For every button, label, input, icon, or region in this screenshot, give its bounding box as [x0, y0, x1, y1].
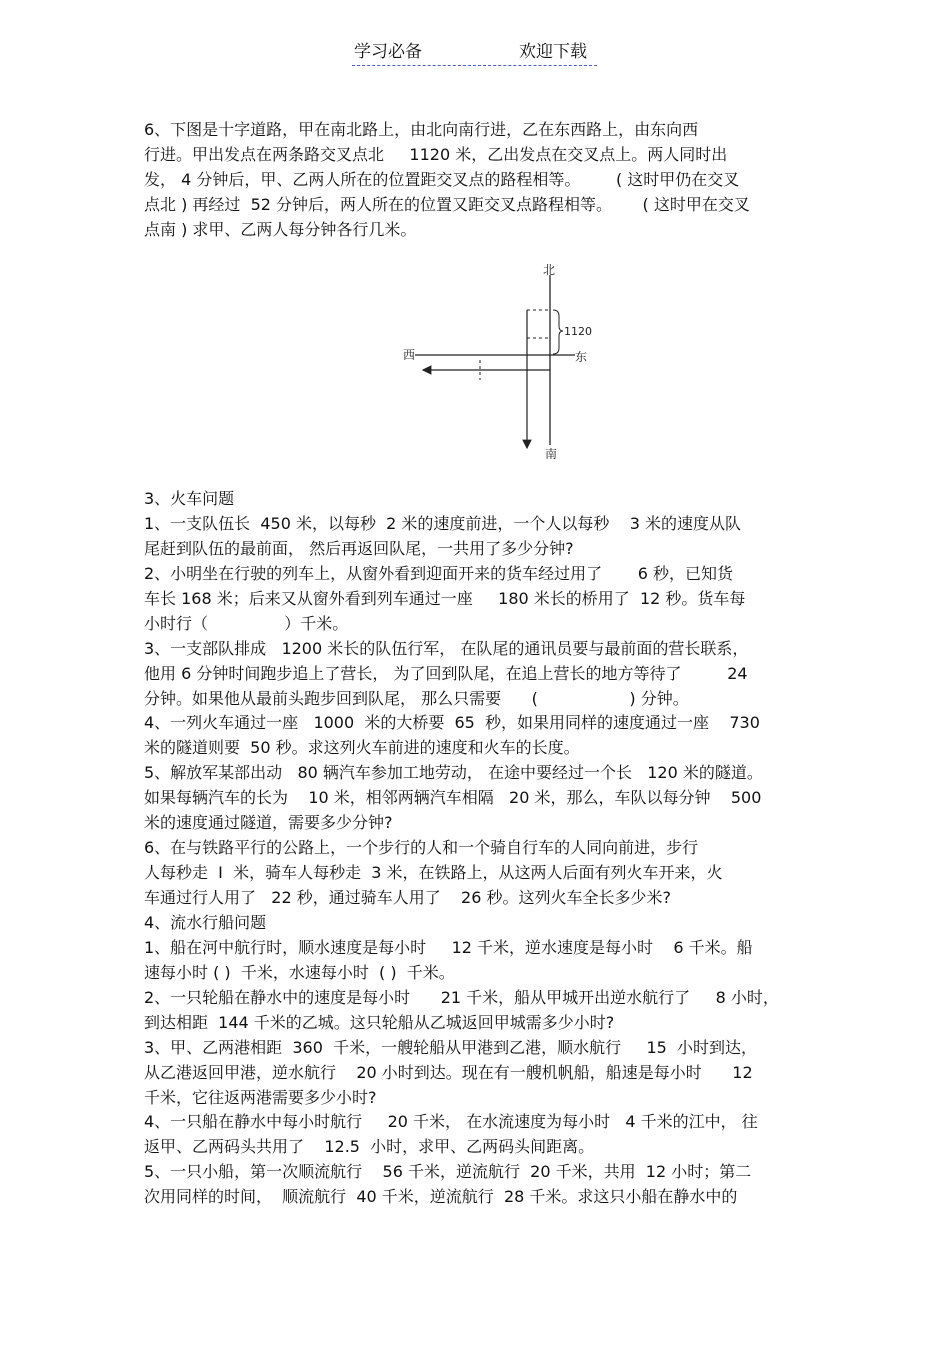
crossroad-diagram [395, 260, 605, 465]
text-line: 米的速度通过隧道，需要多少分钟? [144, 813, 393, 833]
west-label: 西 [403, 348, 416, 362]
text-line: 2、一只轮船在静水中的速度是每小时 21 千米，船从甲城开出逆水航行了 8 小时， [144, 987, 779, 1007]
text-line: 点南 ) 求甲、乙两人每分钟各行几米。 [144, 220, 417, 239]
text-line: 3、一支部队排成 1200 米长的队伍行军， 在队尾的通讯员要与最前面的营长联系， [144, 638, 749, 658]
section-heading: 3、火车问题 [144, 489, 235, 508]
text-line: 如果每辆汽车的长为 10 米，相邻两辆汽车相隔 20 米，那么，车队以每分钟 500 [144, 788, 762, 808]
distance-brace [553, 310, 563, 354]
text-line: 返甲、乙两码头共用了 12.5 小时，求甲、乙两码头间距离。 [144, 1137, 595, 1157]
text-line: 他用 6 分钟时间跑步追上了营长， 为了回到队尾，在追上营长的地方等待了 24 [144, 663, 748, 683]
text-line: 速每小时 ( ) 千米，水速每小时 ( ) 千米。 [144, 962, 455, 982]
problems-section [144, 487, 824, 1210]
text-line: 点北 ) 再经过 52 分钟后，两人所在的位置又距交叉点路程相等。 ( 这时甲在交叉 [144, 195, 750, 214]
text-line: 人每秒走 I 米，骑车人每秒走 3 米，在铁路上，从这两人后面有列火车开来，火 [144, 863, 723, 883]
text-line: 3、甲、乙两港相距 360 千米，一艘轮船从甲港到乙港，顺水航行 15 小时到达， [144, 1037, 758, 1057]
problem-6-intro [144, 117, 824, 242]
text-line: 行进。甲出发点在两条路交叉点北 1120 米，乙出发点在交叉点上。两人同时出 [144, 145, 728, 164]
text-line: 5、一只小船，第一次顺流航行 56 千米，逆流航行 20 千米，共用 12 小时；第二 [144, 1162, 752, 1182]
text-line: 到达相距 144 千米的乙城。这只轮船从乙城返回甲城需多少小时? [144, 1012, 615, 1032]
header-left-text: 学习必备 [354, 42, 422, 62]
text-line: 尾赶到队伍的最前面， 然后再返回队尾，一共用了多少分钟? [144, 538, 574, 558]
text-line: 车通过行人用了 22 秒，通过骑车人用了 26 秒。这列火车全长多少米? [144, 888, 671, 907]
text-line: 6、下图是十字道路，甲在南北路上，由北向南行进，乙在东西路上，由东向西 [144, 120, 699, 139]
text-line: 小时行（ ）千米。 [144, 613, 349, 633]
text-line: 米的隧道则要 50 秒。求这列火车前进的速度和火车的长度。 [144, 738, 580, 758]
text-line: 1、船在河中航行时，顺水速度是每小时 12 千米，逆水速度是每小时 6 千米。船 [144, 937, 753, 957]
north-label: 北 [543, 263, 556, 277]
text-line: 6、在与铁路平行的公路上，一个步行的人和一个骑自行车的人同向前进，步行 [144, 838, 699, 858]
distance-label: 1120 [564, 325, 592, 338]
text-line: 4、一列火车通过一座 1000 米的大桥要 65 秒，如果用同样的速度通过一座 730 [144, 713, 760, 733]
east-label: 东 [575, 350, 588, 364]
header-right-text: 欢迎下载 [519, 42, 587, 62]
text-line: 5、解放军某部出动 80 辆汽车参加工地劳动， 在途中要经过一个长 120 米的隧道。 [144, 763, 763, 783]
text-line: 1、一支队伍长 450 米，以每秒 2 米的速度前进，一个人以每秒 3 米的速度从队 [144, 513, 742, 533]
text-line: 发， 4 分钟后，甲、乙两人所在的位置距交叉点的路程相等。 ( 这时甲仍在交叉 [144, 170, 740, 189]
text-line: 千米，它往返两港需要多少小时? [144, 1087, 377, 1107]
text-line: 4、一只船在静水中每小时航行 20 千米， 在水流速度为每小时 4 千米的江中， 往 [144, 1112, 758, 1132]
text-line: 2、小明坐在行驶的列车上，从窗外看到迎面开来的货车经过用了 6 秒，已知货 [144, 563, 734, 583]
text-line: 分钟。如果他从最前头跑步回到队尾， 那么只需要 ( ) 分钟。 [144, 688, 689, 708]
header-dashed-rule [352, 65, 597, 66]
text-line: 次用同样的时间， 顺流航行 40 千米，逆流航行 28 千米。求这只小船在静水中的 [144, 1187, 738, 1207]
south-label: 南 [545, 447, 558, 461]
section-heading: 4、流水行船问题 [144, 912, 267, 932]
text-line: 车长 168 米；后来又从窗外看到列车通过一座 180 米长的桥用了 12 秒。货车每 [144, 588, 746, 608]
text-line: 从乙港返回甲港，逆水航行 20 小时到达。现在有一艘机帆船，船速是每小时 12 [144, 1062, 753, 1082]
